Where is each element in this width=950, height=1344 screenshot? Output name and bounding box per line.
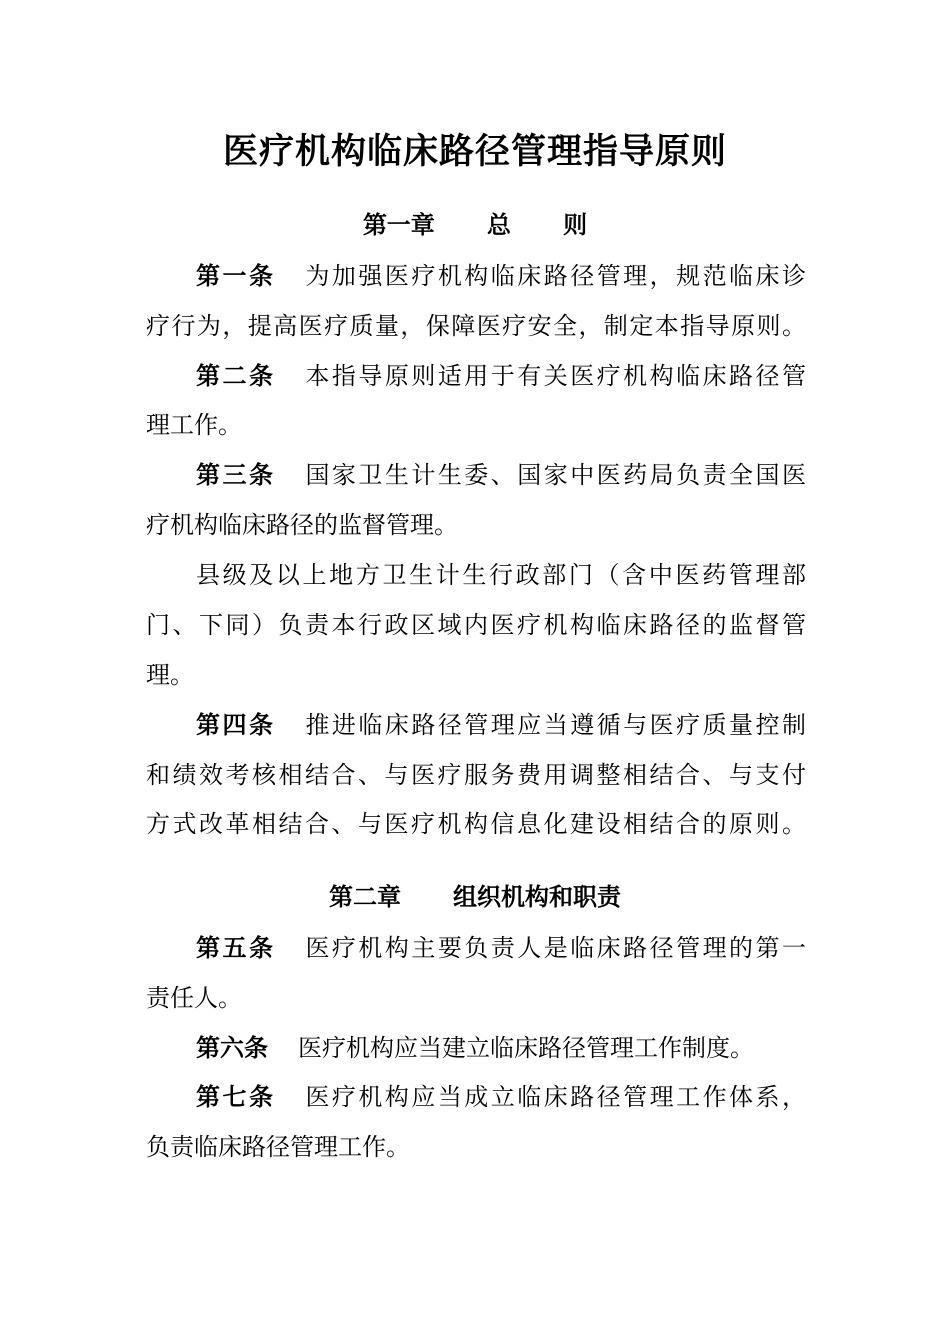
chapter-heading-1	[0, 208, 950, 242]
article-5-line-2: 责任人。	[146, 984, 242, 1012]
article-7-line-2: 负责临床路径管理工作。	[146, 1133, 410, 1161]
article-3-para-2-line-1: 县级及以上地方卫生计生行政部门（含中医药管理部	[196, 561, 806, 589]
article-5-line-1	[196, 930, 806, 966]
article-4-line-1	[196, 707, 806, 743]
article-2-line-1	[196, 358, 806, 394]
article-3-line-1	[196, 457, 806, 493]
article-1-line-1	[196, 258, 806, 294]
chapter-heading-2	[0, 880, 950, 914]
article-label: 第七条	[196, 1083, 276, 1111]
chapter-name: 组织机构和职责	[453, 883, 621, 911]
article-6-line-1	[196, 1030, 806, 1066]
document-title: 医疗机构临床路径管理指导原则	[222, 132, 727, 172]
article-3-para-2-line-3: 理。	[146, 661, 194, 689]
chapter-number: 第一章	[362, 211, 435, 239]
article-4-line-2: 和绩效考核相结合、与医疗服务费用调整相结合、与支付	[146, 761, 806, 789]
article-label: 第四条	[196, 711, 276, 739]
article-label: 第二条	[196, 362, 276, 390]
article-text: 本指导原则适用于有关医疗机构临床路径管	[305, 362, 807, 390]
article-label: 第六条	[196, 1034, 268, 1062]
article-7-line-1	[196, 1079, 806, 1115]
article-text: 推进临床路径管理应当遵循与医疗质量控制	[305, 711, 807, 739]
chapter-name: 总 则	[486, 211, 610, 239]
article-text: 医疗机构应当建立临床路径管理工作制度。	[298, 1034, 754, 1062]
article-3-line-2: 疗机构临床路径的监督管理。	[146, 511, 458, 539]
article-text: 国家卫生计生委、国家中医药局负责全国医	[305, 461, 807, 489]
article-text: 医疗机构应当成立临床路径管理工作体系，	[305, 1083, 807, 1111]
article-label: 第五条	[196, 934, 276, 962]
article-2-line-2: 理工作。	[146, 411, 242, 439]
article-3-para-2-line-2: 门、下同）负责本行政区域内医疗机构临床路径的监督管	[146, 611, 806, 639]
chapter-number: 第二章	[329, 883, 401, 911]
article-label: 第三条	[196, 461, 276, 489]
article-text: 医疗机构主要负责人是临床路径管理的第一	[305, 934, 807, 962]
article-label: 第一条	[196, 262, 276, 290]
article-4-line-3: 方式改革相结合、与医疗机构信息化建设相结合的原则。	[146, 810, 806, 838]
article-1-line-2: 疗行为，提高医疗质量，保障医疗安全，制定本指导原则。	[146, 312, 806, 340]
article-text: 为加强医疗机构临床路径管理，规范临床诊	[305, 262, 807, 290]
